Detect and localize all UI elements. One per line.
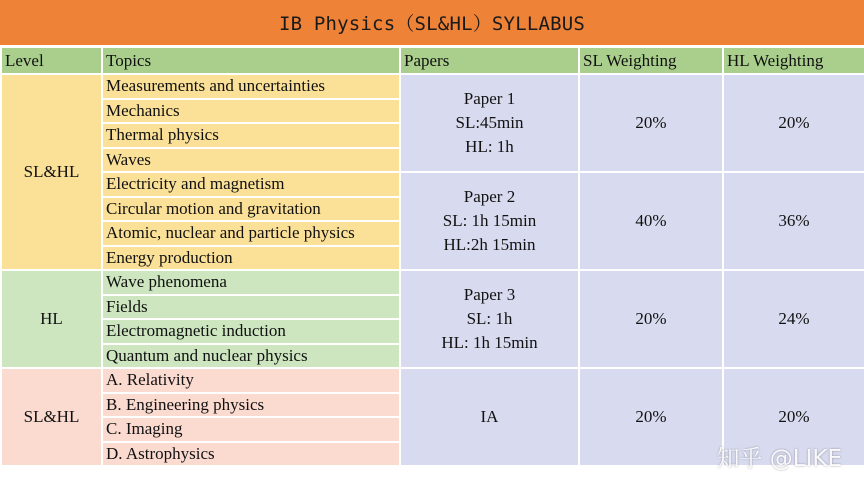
paper-hl-time: HL: 1h 15min [441,333,538,352]
topic-cell: Quantum and nuclear physics [102,344,400,369]
topic-cell: Thermal physics [102,123,400,148]
sl-weight-cell: 20% [579,270,723,368]
header-papers: Papers [400,47,579,74]
header-row [1,47,864,74]
table-row [1,368,864,393]
hl-weight-cell: 36% [723,172,864,270]
paper-sl-time: SL: 1h 15min [442,211,537,230]
topic-cell: Circular motion and gravitation [102,197,400,222]
topic-cell: B. Engineering physics [102,393,400,418]
hl-weight-cell: 24% [723,270,864,368]
sl-weight-cell: 20% [579,368,723,466]
level-cell: SL&HL [1,368,102,466]
paper-sl-time: SL: 1h [466,309,513,328]
hl-weight-cell: 20% [723,368,864,466]
level-cell: HL [1,270,102,368]
paper-name: Paper 3 [463,285,516,304]
topic-cell: Electricity and magnetism [102,172,400,197]
header-level: Level [1,47,102,74]
paper-sl-time: SL:45min [455,113,524,132]
page-title: IB Physics（SL&HL）SYLLABUS [0,0,864,45]
topic-cell: D. Astrophysics [102,442,400,467]
paper-cell [400,270,579,368]
table-row [1,270,864,295]
paper-cell [400,74,579,172]
header-topics: Topics [102,47,400,74]
topic-cell: Energy production [102,246,400,271]
table-row [1,74,864,99]
header-sl-weighting: SL Weighting [579,47,723,74]
topic-cell: Fields [102,295,400,320]
header-hl-weighting: HL Weighting [723,47,864,74]
watermark: 知乎 @LIKE [716,446,842,472]
paper-hl-time: HL: 1h [465,137,514,156]
table-row [1,172,864,197]
level-cell: SL&HL [1,74,102,270]
topic-cell: Mechanics [102,99,400,124]
sl-weight-cell: 40% [579,172,723,270]
syllabus-table [0,46,864,467]
topic-cell: Measurements and uncertainties [102,74,400,99]
paper-cell [400,368,579,466]
paper-name: IA [480,407,499,426]
paper-name: Paper 1 [463,89,516,108]
sl-weight-cell: 20% [579,74,723,172]
topic-cell: Atomic, nuclear and particle physics [102,221,400,246]
topic-cell: Waves [102,148,400,173]
topic-cell: A. Relativity [102,368,400,393]
topic-cell: Electromagnetic induction [102,319,400,344]
paper-name: Paper 2 [463,187,516,206]
paper-cell [400,172,579,270]
topic-cell: Wave phenomena [102,270,400,295]
hl-weight-cell: 20% [723,74,864,172]
paper-hl-time: HL:2h 15min [443,235,536,254]
topic-cell: C. Imaging [102,417,400,442]
